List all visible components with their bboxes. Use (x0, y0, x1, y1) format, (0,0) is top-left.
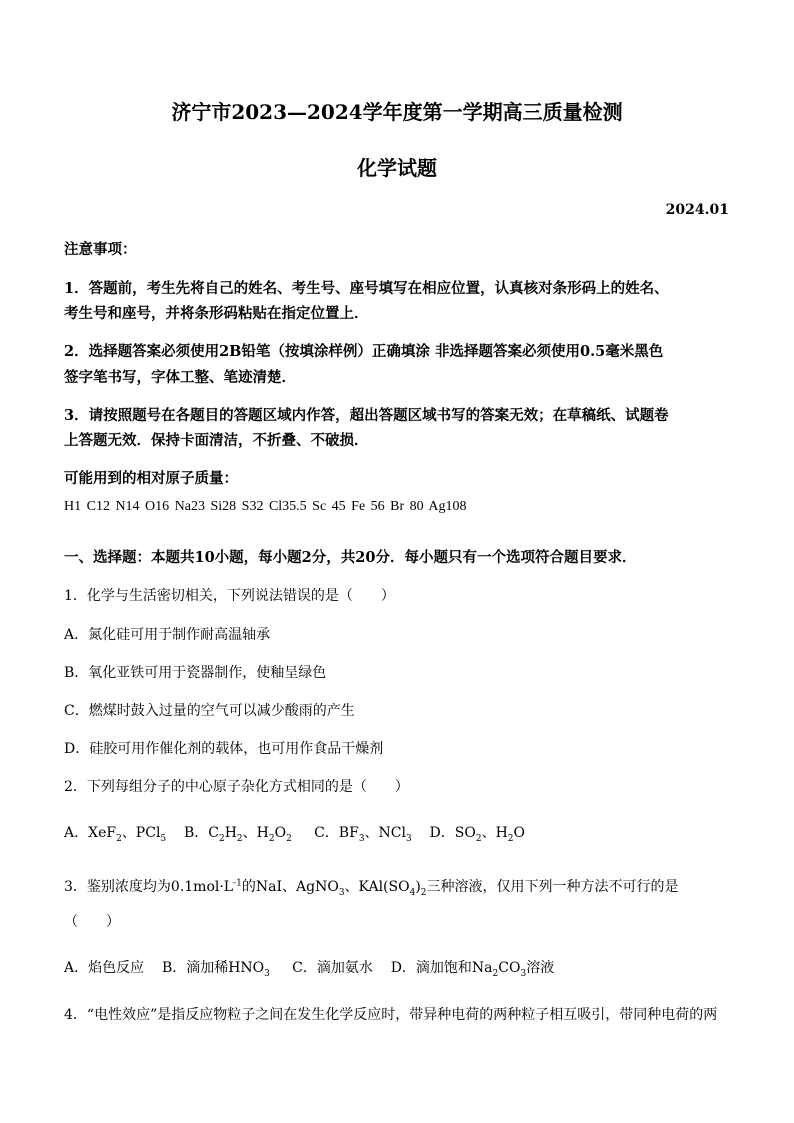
question-1-option-a: A．氮化硅可用于制作耐高温轴承 (64, 627, 271, 643)
notice-item-2-line-2: 签字笔书写，字体工整、笔迹清楚． (64, 369, 296, 386)
subject-title: 化学试题 (357, 156, 437, 180)
question-1-option-d: D．硅胶可用作催化剂的载体，也可用作食品干燥剂 (64, 741, 384, 757)
question-3-options (64, 957, 554, 979)
question-4-stem: 4．“电性效应”是指反应物粒子之间在发生化学反应时，带异种电荷的两种粒子相互吸引，带同种电荷的两 (64, 1007, 718, 1023)
question-1-stem: 1．化学与生活密切相关，下列说法错误的是（ ） (64, 588, 395, 604)
section-1-heading: 一、选择题：本题共10小题，每小题2分，共20分．每小题只有一个选项符合题目要求． (64, 549, 637, 566)
question-2-option-d: D．$SO_2$、$H_2O$ (429, 825, 526, 844)
question-2-option-c: C．$BF_3$、NCl$_3$ (314, 825, 412, 844)
question-1-option-c: C．燃煤时鼓入过量的空气可以减少酸雨的产生 (64, 703, 355, 719)
notice-item-2-line-1: 2．选择题答案必须使用2B铅笔（按填涂样例）正确填涂 非选择题答案必须使用0.5毫米黑色 (64, 343, 664, 360)
question-2-option-b: B．$C_2H_2$、$H_2O_2$ (183, 825, 292, 844)
exam-title: 济宁市2023—2024学年度第一学期高三质量检测 (171, 100, 623, 124)
question-2-options (64, 822, 525, 844)
question-3-option-c: C．滴加氨水 (292, 960, 373, 976)
exam-date: 2024.01 (665, 202, 729, 218)
question-3-option-a: A．焰色反应 (64, 960, 145, 976)
question-2-option-a: A．XeF$_2$、PCl$_5$ (64, 825, 167, 844)
question-1-option-b: B．氧化亚铁可用于瓷器制作，使釉呈绿色 (64, 665, 327, 681)
question-2-stem: 2．下列每组分子的中心原子杂化方式相同的是（ ） (64, 779, 409, 795)
notice-item-3-line-1: 3．请按照题号在各题目的答题区域内作答，超出答题区域书写的答案无效；在草稿纸、试题卷 (64, 407, 669, 424)
atomic-mass-heading: 可能用到的相对原子质量： (64, 470, 238, 487)
notice-heading: 注意事项： (64, 241, 137, 258)
notice-item-3-line-2: 上答题无效．保持卡面清洁，不折叠、不破损． (64, 432, 369, 449)
question-3-option-d: D．滴加饱和$Na_2CO_3$溶液 (390, 960, 555, 979)
notice-item-1-line-1: 1．答题前，考生先将自己的姓名、考生号、座号填写在相应位置，认真核对条形码上的姓名、 (64, 280, 669, 297)
atomic-mass-values: H1 C12 N14 O16 Na23 Si28 S32 Cl35.5 Sc 45 Fe 56 Br 80 Ag108 (64, 499, 467, 514)
question-3-stem: 3．鉴别浓度均为$0.1mol\cdot L^{-1}$的NaI、AgNO$_3$、$KAl(SO_4)_2$三种溶液，仅用下列一种方法不可行的是 (64, 878, 679, 898)
notice-item-1-line-2: 考生号和座号，并将条形码粘贴在指定位置上． (64, 305, 369, 322)
question-3-answer-bracket: （ ） (64, 914, 120, 930)
question-3-option-b: B．滴加稀$HNO_3$ (161, 960, 270, 979)
